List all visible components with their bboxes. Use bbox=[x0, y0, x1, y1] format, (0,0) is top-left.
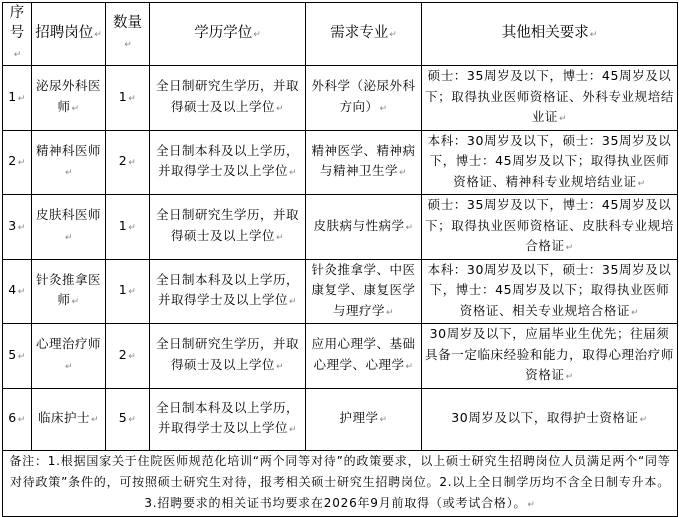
paragraph-mark-icon: ↵ bbox=[128, 158, 137, 168]
cell-position: 泌尿外科医师↵ bbox=[32, 66, 106, 131]
cell-index: 6↵ bbox=[3, 388, 32, 451]
cell-education: 全日制研究生学历，并取得硕士及以上学位↵ bbox=[150, 66, 306, 131]
paragraph-mark-icon: ↵ bbox=[275, 361, 285, 372]
paragraph-mark-icon: ↵ bbox=[17, 158, 26, 168]
cell-major: 护理学↵ bbox=[306, 388, 422, 451]
cell-other-requirements: 硕士：35周岁及以下，博士：45周岁及以下；取得执业医师资格证、皮肤科专业规培合格证↵ bbox=[422, 195, 678, 260]
cell-other-requirements: 本科：30周岁及以下，硕士：35周岁及以下，博士：45周岁及以下；取得执业医师资格证、相关专业规培合格证↵ bbox=[422, 259, 678, 324]
cell-other-requirements: 本科：30周岁及以下，硕士：35周岁及以下，博士：45周岁及以下；取得执业医师资格证、精神科专业规培结业证↵ bbox=[422, 130, 678, 195]
cell-index: 5↵ bbox=[3, 324, 32, 389]
paragraph-mark-icon: ↵ bbox=[288, 297, 298, 308]
paragraph-mark-icon: ↵ bbox=[128, 415, 137, 425]
paragraph-mark-icon: ↵ bbox=[637, 178, 646, 189]
paragraph-mark-icon: ↵ bbox=[639, 415, 648, 425]
table-row bbox=[3, 259, 678, 324]
cell-count: 1↵ bbox=[106, 259, 150, 324]
cell-education: 全日制本科及以上学历，并取得学士及以上学位↵ bbox=[150, 259, 306, 324]
paragraph-mark-icon: ↵ bbox=[405, 222, 414, 233]
cell-major: 皮肤病与性病学↵ bbox=[306, 195, 422, 260]
paragraph-mark-icon: ↵ bbox=[17, 287, 26, 297]
cell-position: 皮肤科医师↵ bbox=[32, 195, 106, 260]
cell-other-requirements: 30周岁及以下，应届毕业生优先；往届须具备一定临床经验和能力，取得心理治疗师资格证↵ bbox=[422, 324, 678, 389]
paragraph-mark-icon: ↵ bbox=[71, 103, 80, 114]
paragraph-mark-icon: ↵ bbox=[128, 93, 137, 104]
paragraph-mark-icon: ↵ bbox=[275, 103, 285, 114]
cell-other-requirements: 硕士：35周岁及以下，博士：45周岁及以下；取得执业医师资格证、外科专业规培结业证↵ bbox=[422, 66, 678, 131]
cell-count: 1↵ bbox=[106, 195, 150, 260]
table-row bbox=[3, 66, 678, 131]
paragraph-mark-icon: ↵ bbox=[17, 415, 26, 425]
paragraph-mark-icon: ↵ bbox=[527, 500, 536, 510]
recruitment-table bbox=[2, 2, 678, 517]
paragraph-mark-icon: ↵ bbox=[17, 93, 26, 104]
paragraph-mark-icon: ↵ bbox=[64, 232, 74, 243]
cell-position: 精神科医师↵ bbox=[32, 130, 106, 195]
header-count: 数量↵ bbox=[106, 3, 150, 66]
header-major: 需求专业↵ bbox=[306, 3, 422, 66]
table-row bbox=[3, 195, 678, 260]
paragraph-mark-icon: ↵ bbox=[94, 30, 102, 40]
footnote: 备注：1.根据国家关于住院医师规范化培训“两个同等对待”的政策要求，以上硕士研究生招聘岗位人员满足两个“同等对待政策”条件的，可按照硕士研究生对待，报考相关硕士研究生招聘岗位。2.以上全日制学历均不含全日制专升本。3.招聘要求的相关证书均要求在2026年9月前取得（或考试合格）。↵ bbox=[3, 451, 678, 517]
cell-count: 2↵ bbox=[106, 324, 150, 389]
cell-education: 全日制研究生学历，并取得硕士及以上学位↵ bbox=[150, 324, 306, 389]
paragraph-mark-icon: ↵ bbox=[64, 168, 74, 179]
paragraph-mark-icon: ↵ bbox=[90, 415, 100, 425]
cell-education: 全日制本科及以上学历，并取得学士及以上学位↵ bbox=[150, 388, 306, 451]
paragraph-mark-icon: ↵ bbox=[288, 425, 298, 436]
header-other-requirements: 其他相关要求↵ bbox=[422, 3, 678, 66]
paragraph-mark-icon: ↵ bbox=[565, 372, 574, 382]
cell-major: 外科学（泌尿外科方向）↵ bbox=[306, 66, 422, 131]
header-index: 序号↵ bbox=[3, 3, 32, 66]
table-row bbox=[3, 388, 678, 451]
cell-position: 心理治疗师↵ bbox=[32, 324, 106, 389]
paragraph-mark-icon: ↵ bbox=[565, 243, 574, 253]
paragraph-mark-icon: ↵ bbox=[17, 222, 26, 233]
paragraph-mark-icon: ↵ bbox=[64, 361, 74, 372]
paragraph-mark-icon: ↵ bbox=[379, 415, 388, 425]
paragraph-mark-icon: ↵ bbox=[128, 222, 137, 233]
header-position: 招聘岗位↵ bbox=[32, 3, 106, 66]
paragraph-mark-icon: ↵ bbox=[405, 361, 414, 372]
header-education: 学历学位↵ bbox=[150, 3, 306, 66]
paragraph-mark-icon: ↵ bbox=[128, 351, 137, 362]
paragraph-mark-icon: ↵ bbox=[288, 168, 298, 179]
cell-count: 5↵ bbox=[106, 388, 150, 451]
cell-major: 针灸推拿学、中医康复学、康复医学与理疗学↵ bbox=[306, 259, 422, 324]
table-row bbox=[3, 324, 678, 389]
note-row bbox=[3, 451, 678, 517]
cell-index: 4↵ bbox=[3, 259, 32, 324]
cell-position: 临床护士↵ bbox=[32, 388, 106, 451]
paragraph-mark-icon: ↵ bbox=[631, 307, 640, 318]
cell-major: 精神医学、精神病与精神卫生学↵ bbox=[306, 130, 422, 195]
cell-major: 应用心理学、基础心理学、心理学↵ bbox=[306, 324, 422, 389]
cell-index: 3↵ bbox=[3, 195, 32, 260]
paragraph-mark-icon: ↵ bbox=[275, 232, 285, 243]
paragraph-mark-icon: ↵ bbox=[13, 50, 22, 60]
header-row bbox=[3, 3, 678, 66]
paragraph-mark-icon: ↵ bbox=[124, 40, 132, 50]
cell-count: 2↵ bbox=[106, 130, 150, 195]
paragraph-mark-icon: ↵ bbox=[253, 30, 261, 40]
paragraph-mark-icon: ↵ bbox=[589, 30, 598, 40]
cell-index: 1↵ bbox=[3, 66, 32, 131]
paragraph-mark-icon: ↵ bbox=[559, 114, 568, 124]
paragraph-mark-icon: ↵ bbox=[128, 287, 137, 297]
cell-education: 全日制研究生学历，并取得硕士及以上学位↵ bbox=[150, 195, 306, 260]
cell-education: 全日制本科及以上学历，并取得学士及以上学位↵ bbox=[150, 130, 306, 195]
cell-count: 1↵ bbox=[106, 66, 150, 131]
paragraph-mark-icon: ↵ bbox=[398, 168, 408, 179]
cell-position: 针灸推拿医师↵ bbox=[32, 259, 106, 324]
table-row bbox=[3, 130, 678, 195]
paragraph-mark-icon: ↵ bbox=[379, 103, 388, 114]
paragraph-mark-icon: ↵ bbox=[71, 297, 80, 308]
cell-index: 2↵ bbox=[3, 130, 32, 195]
cell-other-requirements: 30周岁及以下，取得护士资格证↵ bbox=[422, 388, 678, 451]
paragraph-mark-icon: ↵ bbox=[389, 30, 397, 40]
paragraph-mark-icon: ↵ bbox=[385, 307, 395, 318]
paragraph-mark-icon: ↵ bbox=[17, 351, 26, 362]
